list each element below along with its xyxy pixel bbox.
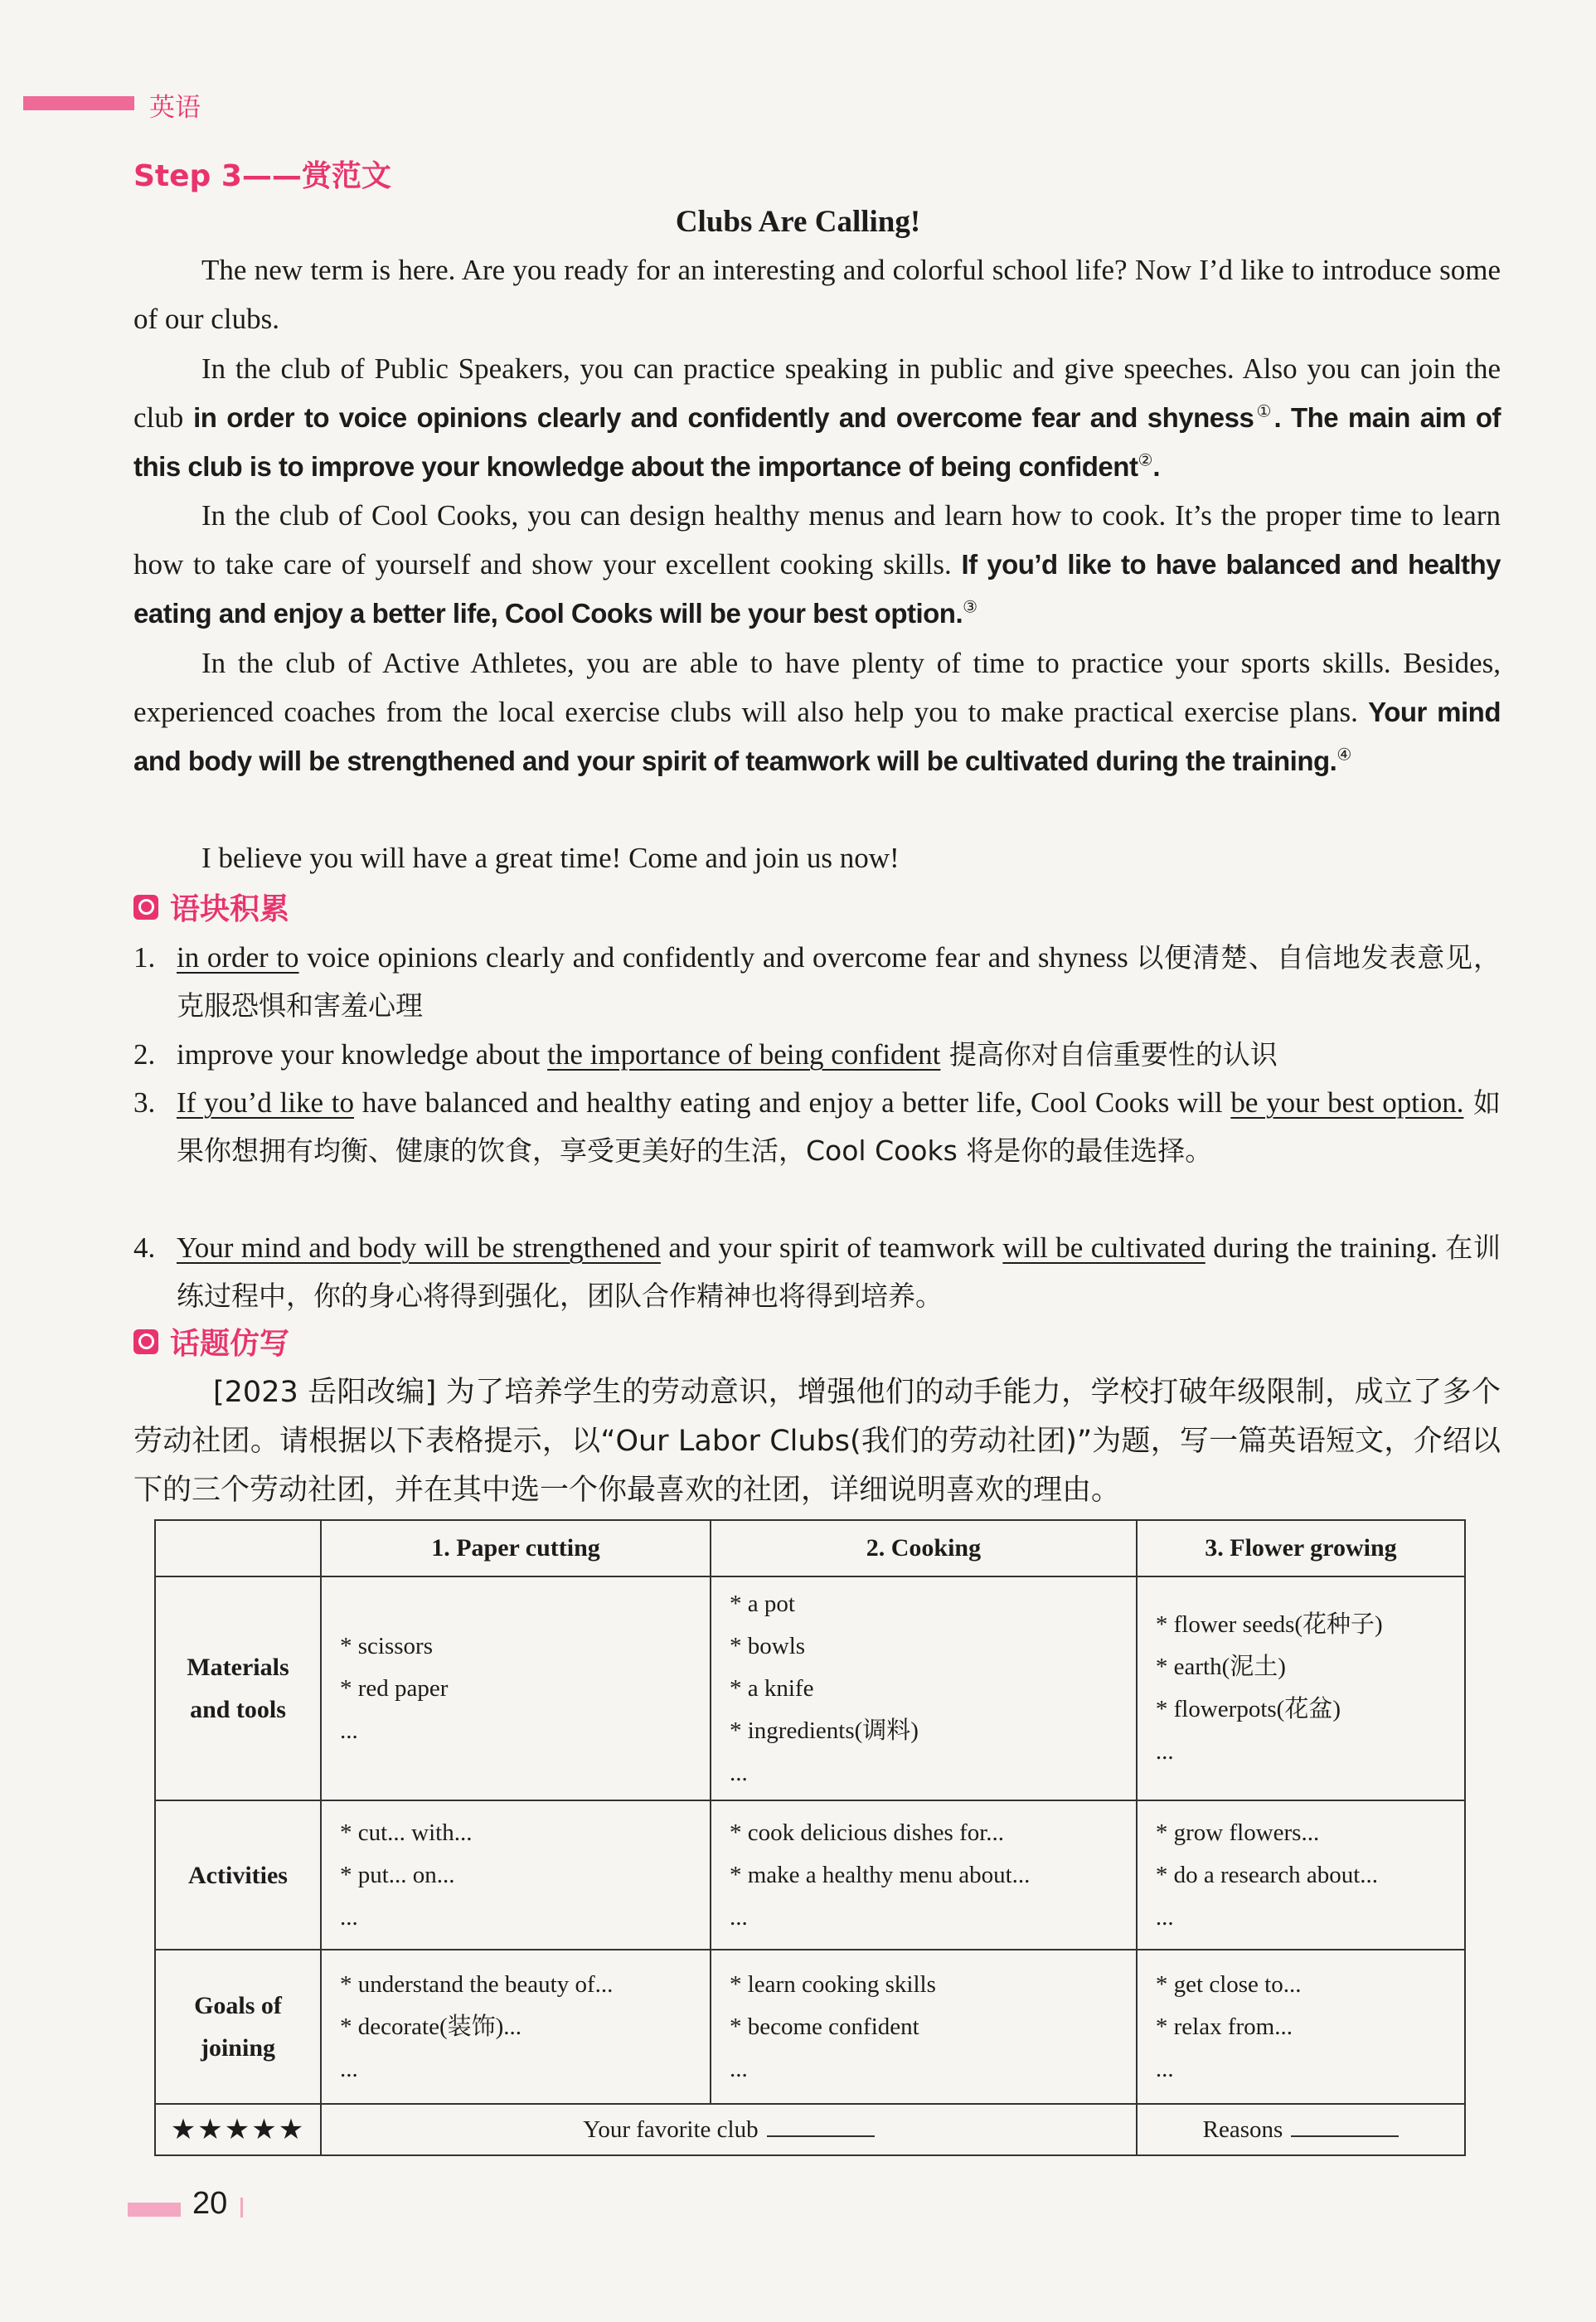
- favorite-club-field: Your favorite club: [321, 2104, 1137, 2155]
- essay-title: Clubs Are Calling!: [675, 205, 921, 239]
- list-item: 1. in order to voice opinions clearly and confidently and overcome fear and shyness 以便清楚、自信地发表意见，克服恐惧和害羞心理: [133, 941, 1501, 1022]
- table-corner: [155, 1520, 321, 1576]
- column-header: 3. Flower growing: [1137, 1520, 1465, 1576]
- search-icon: [133, 895, 158, 920]
- table-cell: * grow flowers... * do a research about... ...: [1137, 1800, 1465, 1950]
- page-number-tick: [240, 2198, 243, 2218]
- table-cell: * cut... with... * put... on... ...: [321, 1800, 711, 1950]
- page-number: 20: [192, 2186, 228, 2221]
- essay-paragraph-2: In the club of Public Speakers, you can practice speaking in public and give speeches. Also you can join the club in order to voice opinions clearly and confidently and overcome fear and shyness①. The main aim of this club is to improve your knowledge about the importance of being confident②.: [133, 352, 1501, 482]
- table-cell: * learn cooking skills * become confident ...: [711, 1950, 1137, 2104]
- column-header: 1. Paper cutting: [321, 1520, 711, 1576]
- table-cell: * flower seeds(花种子) * earth(泥土) * flowerpots(花盆) ...: [1137, 1576, 1465, 1800]
- reasons-field: Reasons: [1137, 2104, 1465, 2155]
- page-number-bar: [128, 2203, 181, 2217]
- search-icon: [133, 1329, 158, 1354]
- row-header: Goals of joining: [155, 1950, 321, 2104]
- subject-label: 英语: [149, 93, 201, 123]
- essay-paragraph-3: In the club of Cool Cooks, you can design healthy menus and learn how to cook. It’s the proper time to learn how to take care of yourself and show your excellent cooking skills. If you’d like to have balanced and healthy eating and enjoy a better life, Cool Cooks will be your best option.③: [133, 499, 1501, 629]
- writing-heading: 话题仿写: [133, 1320, 289, 1363]
- row-header: Materials and tools: [155, 1576, 321, 1800]
- column-header: 2. Cooking: [711, 1520, 1137, 1576]
- list-item: 3. If you’d like to have balanced and healthy eating and enjoy a better life, Cool Cooks will be your best option. 如果你想拥有均衡、健康的饮食，享受更美好的生活，Cool Cooks 将是你的最佳选择。: [133, 1086, 1501, 1167]
- rating-stars: ★★★★★: [155, 2104, 321, 2155]
- row-header: Activities: [155, 1800, 321, 1950]
- chunks-heading: 语块积累: [133, 886, 289, 928]
- blank-line: [767, 2135, 875, 2137]
- header-bar: [23, 96, 134, 110]
- clubs-table: [154, 1519, 1466, 2156]
- table-cell: * get close to... * relax from... ...: [1137, 1950, 1465, 2104]
- table-cell: * scissors * red paper ...: [321, 1576, 711, 1800]
- table-cell: * cook delicious dishes for... * make a healthy menu about... ...: [711, 1800, 1137, 1950]
- essay-paragraph-5: I believe you will have a great time! Come and join us now!: [201, 842, 900, 874]
- table-cell: * a pot * bowls * a knife * ingredients(调料) ...: [711, 1576, 1137, 1800]
- essay-paragraph-1: The new term is here. Are you ready for an interesting and colorful school life? Now I’d like to introduce some of our clubs.: [133, 254, 1501, 335]
- list-item: 4. Your mind and body will be strengthened and your spirit of teamwork will be cultivated during the training. 在训练过程中，你的身心将得到强化，团队合作精神也将得到培养。: [133, 1231, 1501, 1312]
- table-cell: * understand the beauty of... * decorate(装饰)... ...: [321, 1950, 711, 2104]
- list-item: 2. improve your knowledge about the importance of being confident 提高你对自信重要性的认识: [133, 1038, 1278, 1071]
- step-heading: Step 3——赏范文: [133, 159, 391, 193]
- blank-line: [1291, 2135, 1399, 2137]
- writing-prompt: [2023 岳阳改编] 为了培养学生的劳动意识，增强他们的动手能力，学校打破年级限制，成立了多个劳动社团。请根据以下表格提示，以“Our Labor Clubs(我们的劳动社团)”为题，写一篇英语短文，介绍以下的三个劳动社团，并在其中选一个你最喜欢的社团，详细说明喜欢的理由。: [133, 1376, 1501, 1507]
- essay-paragraph-4: In the club of Active Athletes, you are able to have plenty of time to practice your sports skills. Besides, experienced coaches from the local exercise clubs will also help you to make practical exercise plans. Your mind and body will be strengthened and your spirit of teamwork will be cultivated during the training.④: [133, 647, 1501, 776]
